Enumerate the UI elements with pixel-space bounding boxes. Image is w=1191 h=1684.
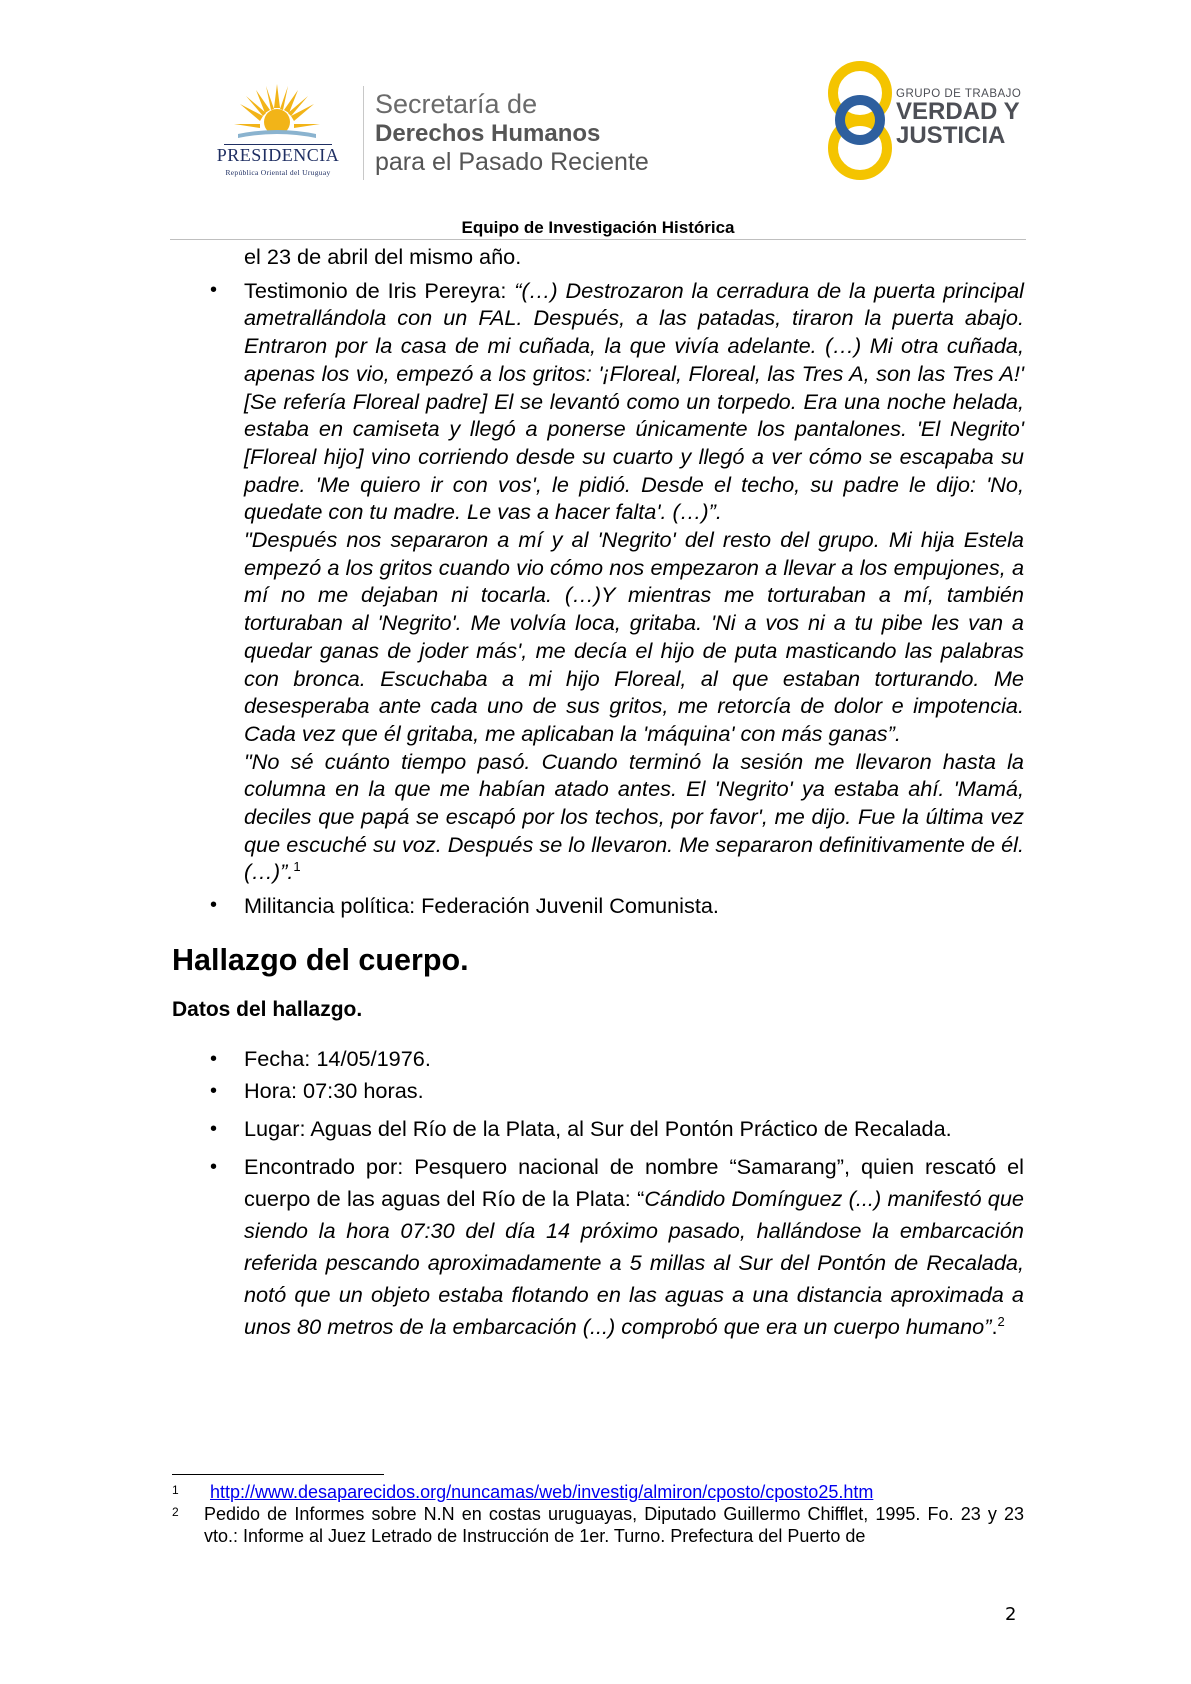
footnote-text: Pedido de Informes sobre N.N en costas uruguayas, Diputado Guillermo Chifflet, 1995. Fo. 23 y 23 vto.: Informe al Juez Letrado de Instrucción de 1er. Turno. Prefectura del Puerto de	[204, 1504, 1024, 1546]
presidencia-logo	[198, 82, 358, 182]
footnote-number: 2	[172, 1505, 179, 1519]
footnote-ref-2[interactable]: 2	[997, 1313, 1005, 1329]
encontrado-end: .	[991, 1313, 998, 1339]
footnotes	[172, 1481, 1024, 1547]
presidencia-text: PRESIDENCIA	[216, 145, 340, 165]
secretaria-line-1: Secretaría de	[375, 89, 538, 119]
encontrado-text: Encontrado por: Pesquero nacional de nombre “Samarang”, quien rescató el cuerpo de las aguas del Río de la Plata: “	[244, 1153, 1024, 1211]
presidencia-subtitle: República Oriental del Uruguay	[225, 168, 331, 177]
heading-hallazgo: Hallazgo del cuerpo.	[172, 942, 469, 977]
footnote-2	[172, 1503, 1024, 1547]
verdad-justicia-logo-icon	[820, 58, 900, 183]
testimonio-paragraph-1: “(…) Destrozaron la cerradura de la puerta principal ametrallándola con un FAL. Después, a las patadas, tiraron la puerta abajo. Entraron por la casa de mi cuñada, la que vivía adelante. (…) Mi otra cuñada, apenas los vio, empezó a los gritos: '¡Floreal, Floreal, las Tres A, son las Tres A!' [Se refería Floreal padre] El se levantó como un torpedo. Era una noche helada, estaba en camiseta y llegó a ponerse únicamente los pantalones. 'El Negrito' [Floreal hijo] vino corriendo desde su cuarto y llegó a ver cómo se escapaba su padre. 'Me quiero ir con vos', le pidió. Desde el techo, su padre le dijo: 'No, quedate con tu madre. Le vas a hacer falta'. (…)”.	[244, 277, 1025, 525]
equipo-title: Equipo de Investigación Histórica	[461, 218, 735, 237]
testimonio-paragraph-3: "No sé cuánto tiempo pasó. Cuando terminó la sesión me llevaron hasta la columna en la que me habían atado antes. El 'Negrito' ya estaba ahí. 'Mamá, deciles que papá se escapó por los techos, por favor', me dijo. Fue la última vez que escuché su voz. Después se lo llevaron. Me separaron definitivamente de él. (…)”.	[244, 748, 1024, 885]
list-item-encontrado	[244, 1151, 1024, 1343]
header-divider	[363, 86, 364, 180]
secretaria-line-2: Derechos Humanos	[375, 120, 601, 147]
testimony-list	[172, 277, 1024, 920]
verdad-justicia-text	[896, 88, 1021, 148]
list-item-lugar: • Lugar: Aguas del Río de la Plata, al Sur del Pontón Práctico de Recalada.	[244, 1113, 1024, 1145]
footnote-1	[172, 1481, 1024, 1503]
encontrado-quote: Cándido Domínguez (...) manifestó que siendo la hora 07:30 del día 14 próximo pasado, hallándose la embarcación referida pescando aproximadamente a 5 millas al Sur del Pontón de Recalada, notó que un objeto estaba flotando en las aguas a una distancia aproximada a unos 80 metros de la embarcación (...) comprobó que era un cuerpo humano”	[244, 1185, 1024, 1339]
header-rule	[170, 239, 1026, 240]
page-number: 2	[1005, 1604, 1017, 1625]
list-item-testimonio	[244, 277, 1024, 886]
secretaria-title	[375, 90, 649, 177]
footnote-number: 1	[172, 1483, 179, 1497]
vj-line-1: GRUPO DE TRABAJO	[896, 88, 1022, 100]
footnote-rule	[172, 1474, 384, 1475]
vj-line-2: VERDAD Y	[896, 98, 1020, 125]
hallazgo-list	[172, 1043, 1024, 1343]
list-item-fecha: • Fecha: 14/05/1976.	[244, 1043, 1024, 1075]
footnote-link[interactable]: http://www.desaparecidos.org/nuncamas/web/investig/almiron/cposto/cposto25.htm	[210, 1482, 874, 1502]
testimonio-label: Testimonio de Iris Pereyra:	[244, 277, 515, 303]
sun-logo-icon	[234, 82, 320, 144]
continuation-line: el 23 de abril del mismo año.	[244, 244, 522, 269]
vj-line-3: JUSTICIA	[896, 122, 1006, 149]
footnote-ref-1[interactable]: 1	[293, 859, 301, 875]
testimonio-paragraph-2: "Después nos separaron a mí y al 'Negrito' del resto del grupo. Mi hija Estela empezó a los gritos cuando vio cómo nos empezaron a llevar a los empujones, a mí no me dejaban ni tocarla. (…)Y mientras me torturaban a mí, también torturaban al 'Negrito'. Me volvía loca, gritaba. 'Ni a vos ni a tu pibe les van a quedar ganas de joder más', me decía el hijo de puta masticando las palabras con bronca. Escuchaba a mi hijo Floreal, al que estaban torturando. Me desesperaba ante cada uno de sus gritos, me retorcía de dolor e impotencia. Cada vez que él gritaba, me aplicaban la 'máquina' con más ganas”.	[244, 527, 1024, 746]
subheading-datos: Datos del hallazgo.	[172, 997, 363, 1021]
body-text	[172, 243, 1024, 1343]
secretaria-line-3: para el Pasado Reciente	[375, 148, 649, 176]
list-item-hora: • Hora: 07:30 horas.	[244, 1075, 1024, 1107]
list-item-militancia: • Militancia política: Federación Juvenil Comunista.	[244, 892, 1024, 920]
